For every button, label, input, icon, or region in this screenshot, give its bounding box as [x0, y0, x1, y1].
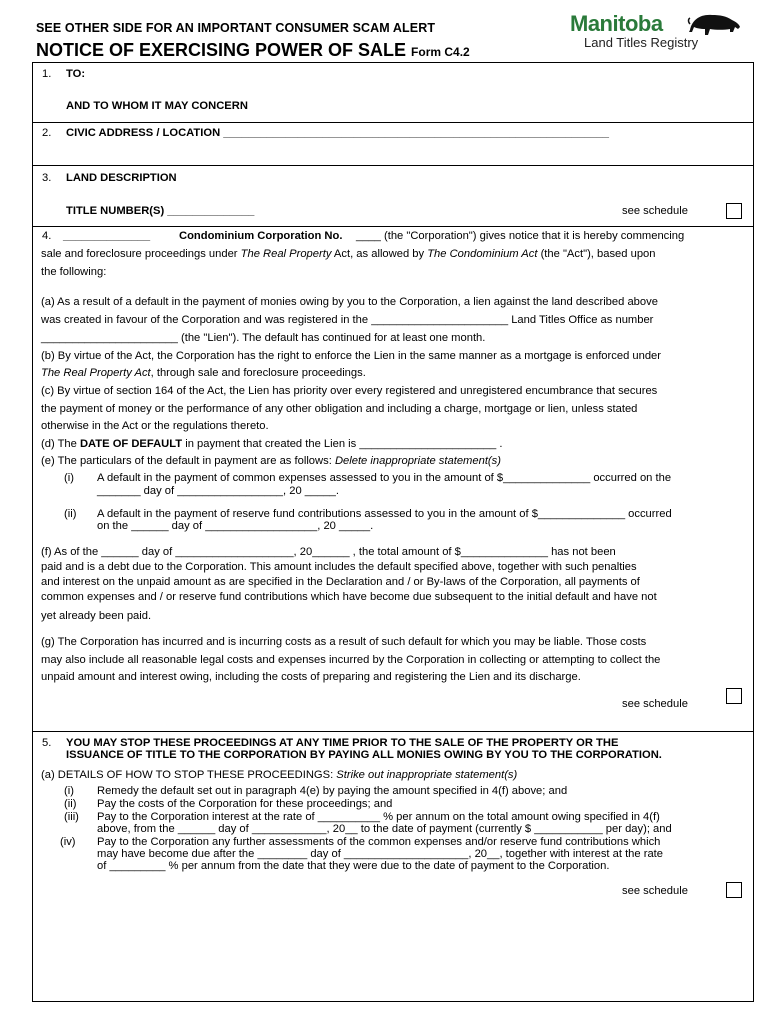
section-5-stop [33, 732, 753, 1000]
item-i-line2[interactable]: _______ day of _________________, 20 _____. [97, 485, 340, 497]
see-schedule-checkbox[interactable] [726, 688, 742, 704]
para-f-line2: paid and is a debt due to the Corporation. This amount includes the default specified above, together with such penalties [41, 561, 637, 573]
stop-iii-line2[interactable]: above, from the ______ day of ____________, 20__ to the date of payment (currently $ ___________ per day); and [97, 823, 672, 835]
para-c-line2: the payment of money or the performance of any other obligation and including a charge, mortgage or lien, unless stated [41, 403, 638, 415]
item-i-line1[interactable]: A default in the payment of common expenses assessed to you in the amount of $______________ occurred on the [97, 472, 672, 484]
stop-i-text: Remedy the default set out in paragraph 4(e) by paying the amount specified in 4(f) above; and [97, 785, 568, 797]
para-g-line2: may also include all reasonable legal costs and expenses incurred by the Corporation in collecting or attempting to collect the [41, 654, 661, 666]
form-title [36, 40, 470, 61]
para-5a [41, 769, 517, 782]
para-d[interactable] [41, 438, 502, 451]
para-a-line3[interactable]: ______________________ (the "Lien"). The default has continued for at least one month. [41, 332, 486, 344]
bison-icon [686, 10, 742, 38]
text-run: sale and foreclosure proceedings under [41, 248, 241, 260]
para-f-line3: and interest on the unpaid amount as are specified in the Declaration and / or By-laws of the Corporation, all payments of [41, 576, 640, 588]
section-2-address [33, 123, 753, 166]
stop-iv-number: (iv) [60, 836, 76, 848]
stop-iii-line1[interactable]: Pay to the Corporation interest at the rate of __________ % per annum on the total amount owing specified in 4(f) [97, 811, 660, 823]
text-run: (a) DETAILS OF HOW TO STOP THESE PROCEEDINGS: [41, 769, 337, 781]
section-2-number: 2. [42, 127, 52, 139]
stop-ii-number: (ii) [64, 798, 77, 810]
text-run: , through sale and foreclosure proceedings. [150, 367, 366, 379]
see-schedule-label: see schedule [622, 885, 688, 897]
civic-address-field[interactable]: CIVIC ADDRESS / LOCATION ______________________________________________________________ [66, 127, 610, 139]
form-frame [32, 62, 754, 1002]
sale-foreclosure-text [41, 248, 656, 261]
item-ii-line1[interactable]: A default in the payment of reserve fund contributions assessed to you in the amount of $______________ occurred [97, 508, 672, 520]
title-number-field[interactable]: TITLE NUMBER(S) ______________ [66, 205, 255, 217]
para-b-line2 [41, 367, 366, 380]
item-ii-line2[interactable]: on the ______ day of __________________, 20 _____. [97, 520, 374, 532]
para-g-line1: (g) The Corporation has incurred and is incurring costs as a result of such default for which you may be liable. Those costs [41, 636, 647, 648]
real-property-act: The Real Property [240, 248, 332, 260]
item-ii-number: (ii) [64, 508, 77, 520]
text-run: (d) The [41, 438, 80, 450]
logo-wordmark: Manitoba [570, 11, 663, 36]
text-run: in payment that created the Lien is ______________________ . [182, 438, 503, 450]
section-4-number: 4. [42, 230, 52, 242]
para-f-line4: common expenses and / or reserve fund contributions which have become due subsequent to the initial default and have not [41, 591, 657, 603]
condo-corp-label: Condominium Corporation No. [179, 230, 343, 242]
see-schedule-label: see schedule [622, 698, 688, 710]
to-label[interactable]: TO: [66, 68, 86, 80]
stop-ii-text: Pay the costs of the Corporation for these proceedings; and [97, 798, 393, 810]
following-text: the following: [41, 266, 107, 278]
stop-iv-line3[interactable]: of _________ % per annum from the date that they were due to the date of payment to the Corporation. [97, 860, 610, 872]
real-property-act: The Real Property Act [41, 367, 151, 379]
para-f-line1[interactable]: (f) As of the ______ day of ___________________, 20______ , the total amount of $______________ has not been [41, 546, 616, 558]
para-a-line2[interactable]: was created in favour of the Corporation and was registered in the ______________________ Land Titles Office as number [41, 314, 654, 326]
see-schedule-checkbox[interactable] [726, 882, 742, 898]
stop-iii-number: (iii) [64, 811, 79, 823]
item-i-number: (i) [64, 472, 74, 484]
para-b-line1: (b) By virtue of the Act, the Corporation has the right to enforce the Lien in the same manner as a mortgage is enforced under [41, 350, 662, 362]
stop-heading-line2: ISSUANCE OF TITLE TO THE CORPORATION BY PAYING ALL MONIES OWING BY YOU TO THE CORPORATION. [66, 749, 662, 761]
form-title-text: NOTICE OF EXERCISING POWER OF SALE [36, 40, 407, 60]
section-4-default [33, 227, 753, 732]
condominium-act: The Condominium Act [427, 248, 538, 260]
corp-blank[interactable]: ______________ [63, 230, 151, 242]
stop-i-number: (i) [64, 785, 74, 797]
land-description-label: LAND DESCRIPTION [66, 172, 177, 184]
to-whom-label: AND TO WHOM IT MAY CONCERN [66, 100, 248, 112]
delete-instruction: Delete inappropriate statement(s) [334, 455, 501, 467]
section-3-land [33, 166, 753, 227]
para-f-line5: yet already been paid. [41, 610, 152, 622]
logo-subtitle: Land Titles Registry [584, 35, 699, 50]
section-1-number: 1. [42, 68, 52, 80]
corp-notice-text: ____ (the "Corporation") gives notice that it is hereby commencing [356, 230, 685, 242]
form-number: Form C4.2 [411, 45, 470, 59]
scam-alert-heading: SEE OTHER SIDE FOR AN IMPORTANT CONSUMER SCAM ALERT [36, 21, 436, 35]
para-c-line3: otherwise in the Act or the regulations thereto. [41, 420, 269, 432]
stop-iv-line1: Pay to the Corporation any further assessments of the common expenses and/or reserve fund contributions which [97, 836, 661, 848]
see-schedule-label: see schedule [622, 205, 688, 217]
date-of-default-label: DATE OF DEFAULT [79, 438, 183, 450]
stop-iv-line2[interactable]: may have become due after the ________ day of ____________________, 20__, together with interest at the rate [97, 848, 664, 860]
para-a-line1: (a) As a result of a default in the payment of monies owing by you to the Corporation, a lien against the land described above [41, 296, 658, 308]
para-g-line3: unpaid amount and interest owing, including the costs of preparing and registering the Lien and its discharge. [41, 671, 581, 683]
section-3-number: 3. [42, 172, 52, 184]
section-1-recipient [33, 63, 753, 123]
stop-heading-line1: YOU MAY STOP THESE PROCEEDINGS AT ANY TIME PRIOR TO THE SALE OF THE PROPERTY OR THE [66, 737, 619, 749]
para-c-line1: (c) By virtue of section 164 of the Act, the Lien has priority over every registered and unregistered encumbrance that secures [41, 385, 658, 397]
text-run: (the "Act"), based upon [537, 248, 656, 260]
section-5-number: 5. [42, 737, 52, 749]
text-run: (e) The particulars of the default in payment are as follows: [41, 455, 335, 467]
manitoba-logo [570, 10, 750, 56]
para-e [41, 455, 501, 468]
see-schedule-checkbox[interactable] [726, 203, 742, 219]
text-run: Act, as allowed by [331, 248, 428, 260]
strike-instruction: Strike out inappropriate statement(s) [336, 769, 518, 781]
